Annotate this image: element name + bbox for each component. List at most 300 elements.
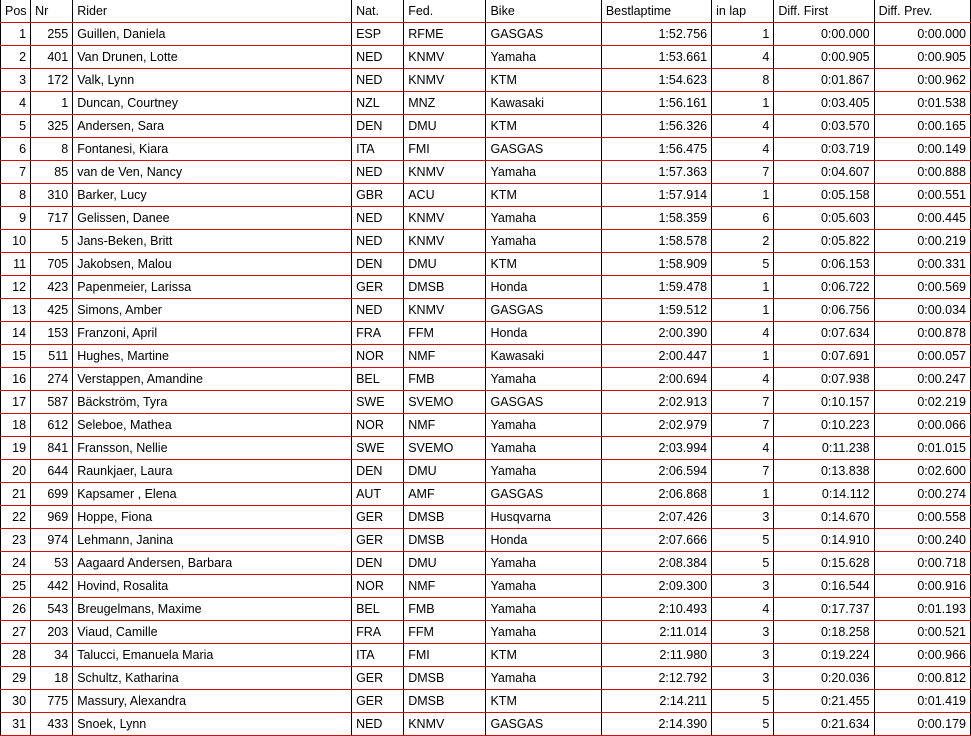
cell-lap: 7 xyxy=(712,161,774,184)
cell-nat: ITA xyxy=(352,644,404,667)
cell-first: 0:06.153 xyxy=(774,253,874,276)
cell-bike: Yamaha xyxy=(486,368,601,391)
cell-nr: 274 xyxy=(31,368,73,391)
cell-bike: GASGAS xyxy=(486,299,601,322)
cell-nr: 8 xyxy=(31,138,73,161)
cell-fed: DMSB xyxy=(404,690,486,713)
cell-nr: 511 xyxy=(31,345,73,368)
cell-lap: 4 xyxy=(712,598,774,621)
cell-best: 1:56.326 xyxy=(601,115,711,138)
cell-first: 0:10.223 xyxy=(774,414,874,437)
cell-lap: 1 xyxy=(712,184,774,207)
table-row[interactable] xyxy=(1,575,971,598)
cell-bike: Yamaha xyxy=(486,230,601,253)
cell-best: 2:02.979 xyxy=(601,414,711,437)
cell-rider: Hoppe, Fiona xyxy=(73,506,352,529)
cell-first: 0:11.238 xyxy=(774,437,874,460)
table-row[interactable] xyxy=(1,299,971,322)
cell-pos: 1 xyxy=(1,23,31,46)
table-row[interactable] xyxy=(1,621,971,644)
cell-first: 0:15.628 xyxy=(774,552,874,575)
cell-nat: GER xyxy=(352,667,404,690)
cell-pos: 8 xyxy=(1,184,31,207)
cell-rider: Van Drunen, Lotte xyxy=(73,46,352,69)
table-row[interactable] xyxy=(1,552,971,575)
cell-best: 2:11.980 xyxy=(601,644,711,667)
cell-pos: 30 xyxy=(1,690,31,713)
cell-nat: DEN xyxy=(352,115,404,138)
column-header-fed[interactable]: Fed. xyxy=(404,0,486,23)
cell-bike: KTM xyxy=(486,184,601,207)
cell-rider: Guillen, Daniela xyxy=(73,23,352,46)
cell-best: 2:00.447 xyxy=(601,345,711,368)
cell-first: 0:21.634 xyxy=(774,713,874,736)
table-row[interactable] xyxy=(1,690,971,713)
cell-prev: 0:00.966 xyxy=(874,644,970,667)
table-row[interactable] xyxy=(1,138,971,161)
cell-rider: Verstappen, Amandine xyxy=(73,368,352,391)
cell-nr: 974 xyxy=(31,529,73,552)
cell-pos: 16 xyxy=(1,368,31,391)
cell-pos: 2 xyxy=(1,46,31,69)
cell-best: 2:02.913 xyxy=(601,391,711,414)
cell-lap: 1 xyxy=(712,345,774,368)
cell-nr: 717 xyxy=(31,207,73,230)
cell-fed: KNMV xyxy=(404,207,486,230)
table-row[interactable] xyxy=(1,506,971,529)
cell-prev: 0:00.247 xyxy=(874,368,970,391)
cell-best: 1:52.756 xyxy=(601,23,711,46)
cell-pos: 25 xyxy=(1,575,31,598)
cell-bike: Yamaha xyxy=(486,437,601,460)
table-row[interactable] xyxy=(1,529,971,552)
cell-best: 2:11.014 xyxy=(601,621,711,644)
cell-prev: 0:00.569 xyxy=(874,276,970,299)
cell-best: 1:57.914 xyxy=(601,184,711,207)
cell-nr: 644 xyxy=(31,460,73,483)
cell-nat: ITA xyxy=(352,138,404,161)
cell-prev: 0:00.916 xyxy=(874,575,970,598)
cell-bike: Yamaha xyxy=(486,460,601,483)
cell-prev: 0:00.558 xyxy=(874,506,970,529)
table-row[interactable] xyxy=(1,414,971,437)
cell-first: 0:14.112 xyxy=(774,483,874,506)
cell-nr: 18 xyxy=(31,667,73,690)
cell-rider: Bäckström, Tyra xyxy=(73,391,352,414)
cell-nat: NED xyxy=(352,46,404,69)
cell-best: 2:14.390 xyxy=(601,713,711,736)
cell-best: 1:59.512 xyxy=(601,299,711,322)
cell-bike: Honda xyxy=(486,529,601,552)
cell-nr: 543 xyxy=(31,598,73,621)
cell-pos: 28 xyxy=(1,644,31,667)
cell-best: 2:03.994 xyxy=(601,437,711,460)
cell-prev: 0:01.538 xyxy=(874,92,970,115)
cell-best: 1:58.909 xyxy=(601,253,711,276)
cell-prev: 0:00.274 xyxy=(874,483,970,506)
cell-pos: 27 xyxy=(1,621,31,644)
cell-bike: Yamaha xyxy=(486,598,601,621)
cell-first: 0:18.258 xyxy=(774,621,874,644)
cell-lap: 3 xyxy=(712,667,774,690)
cell-prev: 0:01.193 xyxy=(874,598,970,621)
table-row[interactable] xyxy=(1,46,971,69)
cell-pos: 19 xyxy=(1,437,31,460)
cell-bike: Yamaha xyxy=(486,46,601,69)
table-header xyxy=(1,0,971,23)
cell-fed: FFM xyxy=(404,322,486,345)
cell-fed: FMI xyxy=(404,138,486,161)
cell-best: 1:56.475 xyxy=(601,138,711,161)
cell-nr: 969 xyxy=(31,506,73,529)
column-header-nr[interactable]: Nr xyxy=(31,0,73,23)
cell-fed: KNMV xyxy=(404,299,486,322)
cell-nat: NZL xyxy=(352,92,404,115)
cell-first: 0:20.036 xyxy=(774,667,874,690)
cell-fed: FMB xyxy=(404,368,486,391)
cell-fed: AMF xyxy=(404,483,486,506)
table-row[interactable] xyxy=(1,207,971,230)
cell-lap: 3 xyxy=(712,575,774,598)
cell-best: 1:53.661 xyxy=(601,46,711,69)
cell-lap: 3 xyxy=(712,506,774,529)
cell-fed: KNMV xyxy=(404,69,486,92)
cell-bike: GASGAS xyxy=(486,138,601,161)
column-header-diff-prev[interactable]: Diff. Prev. xyxy=(874,0,970,23)
cell-rider: Jakobsen, Malou xyxy=(73,253,352,276)
cell-nr: 587 xyxy=(31,391,73,414)
table-row[interactable] xyxy=(1,437,971,460)
cell-first: 0:14.910 xyxy=(774,529,874,552)
column-header-in-lap[interactable]: in lap xyxy=(712,0,774,23)
cell-pos: 11 xyxy=(1,253,31,276)
cell-bike: KTM xyxy=(486,253,601,276)
cell-rider: Fontanesi, Kiara xyxy=(73,138,352,161)
cell-best: 2:10.493 xyxy=(601,598,711,621)
cell-first: 0:07.634 xyxy=(774,322,874,345)
cell-lap: 5 xyxy=(712,529,774,552)
cell-lap: 1 xyxy=(712,276,774,299)
cell-fed: RFME xyxy=(404,23,486,46)
cell-nr: 423 xyxy=(31,276,73,299)
cell-prev: 0:00.905 xyxy=(874,46,970,69)
cell-prev: 0:00.888 xyxy=(874,161,970,184)
cell-prev: 0:02.219 xyxy=(874,391,970,414)
cell-best: 2:06.868 xyxy=(601,483,711,506)
cell-lap: 3 xyxy=(712,621,774,644)
cell-nr: 433 xyxy=(31,713,73,736)
table-row[interactable] xyxy=(1,253,971,276)
cell-first: 0:04.607 xyxy=(774,161,874,184)
cell-lap: 5 xyxy=(712,713,774,736)
cell-nr: 153 xyxy=(31,322,73,345)
cell-nr: 775 xyxy=(31,690,73,713)
cell-best: 1:59.478 xyxy=(601,276,711,299)
cell-rider: Massury, Alexandra xyxy=(73,690,352,713)
cell-pos: 17 xyxy=(1,391,31,414)
cell-nat: FRA xyxy=(352,621,404,644)
cell-best: 1:54.623 xyxy=(601,69,711,92)
cell-rider: Valk, Lynn xyxy=(73,69,352,92)
cell-pos: 31 xyxy=(1,713,31,736)
cell-rider: Viaud, Camille xyxy=(73,621,352,644)
cell-nat: NOR xyxy=(352,414,404,437)
cell-rider: Andersen, Sara xyxy=(73,115,352,138)
cell-rider: Barker, Lucy xyxy=(73,184,352,207)
cell-nat: GER xyxy=(352,506,404,529)
cell-bike: KTM xyxy=(486,69,601,92)
table-row[interactable] xyxy=(1,184,971,207)
cell-pos: 6 xyxy=(1,138,31,161)
cell-bike: GASGAS xyxy=(486,23,601,46)
cell-lap: 3 xyxy=(712,644,774,667)
cell-lap: 4 xyxy=(712,322,774,345)
cell-bike: Yamaha xyxy=(486,667,601,690)
header-row xyxy=(1,0,971,23)
cell-prev: 0:00.066 xyxy=(874,414,970,437)
cell-rider: Seleboe, Mathea xyxy=(73,414,352,437)
cell-rider: Jans-Beken, Britt xyxy=(73,230,352,253)
cell-nr: 53 xyxy=(31,552,73,575)
cell-lap: 2 xyxy=(712,230,774,253)
cell-nat: DEN xyxy=(352,460,404,483)
cell-bike: GASGAS xyxy=(486,713,601,736)
cell-prev: 0:00.551 xyxy=(874,184,970,207)
table-row[interactable] xyxy=(1,713,971,736)
table-row[interactable] xyxy=(1,92,971,115)
cell-bike: KTM xyxy=(486,115,601,138)
cell-lap: 5 xyxy=(712,253,774,276)
column-header-pos[interactable]: Pos xyxy=(1,0,31,23)
column-header-diff-first[interactable]: Diff. First xyxy=(774,0,874,23)
cell-lap: 4 xyxy=(712,46,774,69)
cell-nat: NOR xyxy=(352,345,404,368)
cell-lap: 4 xyxy=(712,138,774,161)
cell-first: 0:19.224 xyxy=(774,644,874,667)
table-row[interactable] xyxy=(1,230,971,253)
cell-rider: Raunkjaer, Laura xyxy=(73,460,352,483)
cell-bike: Husqvarna xyxy=(486,506,601,529)
cell-fed: DMSB xyxy=(404,529,486,552)
cell-lap: 1 xyxy=(712,299,774,322)
cell-fed: KNMV xyxy=(404,161,486,184)
cell-prev: 0:00.812 xyxy=(874,667,970,690)
cell-lap: 7 xyxy=(712,391,774,414)
cell-rider: Simons, Amber xyxy=(73,299,352,322)
cell-bike: Yamaha xyxy=(486,552,601,575)
cell-fed: DMU xyxy=(404,253,486,276)
table-row[interactable] xyxy=(1,644,971,667)
cell-rider: van de Ven, Nancy xyxy=(73,161,352,184)
cell-prev: 0:00.521 xyxy=(874,621,970,644)
table-row[interactable] xyxy=(1,598,971,621)
table-row[interactable] xyxy=(1,460,971,483)
cell-nr: 841 xyxy=(31,437,73,460)
cell-fed: KNMV xyxy=(404,46,486,69)
cell-first: 0:05.603 xyxy=(774,207,874,230)
cell-nat: NED xyxy=(352,69,404,92)
cell-pos: 21 xyxy=(1,483,31,506)
cell-nr: 172 xyxy=(31,69,73,92)
cell-nat: GER xyxy=(352,276,404,299)
cell-bike: Honda xyxy=(486,276,601,299)
cell-nr: 85 xyxy=(31,161,73,184)
cell-prev: 0:00.878 xyxy=(874,322,970,345)
cell-fed: NMF xyxy=(404,345,486,368)
cell-best: 1:58.359 xyxy=(601,207,711,230)
cell-rider: Snoek, Lynn xyxy=(73,713,352,736)
cell-rider: Duncan, Courtney xyxy=(73,92,352,115)
cell-nr: 612 xyxy=(31,414,73,437)
cell-fed: DMSB xyxy=(404,667,486,690)
cell-rider: Aagaard Andersen, Barbara xyxy=(73,552,352,575)
cell-nr: 5 xyxy=(31,230,73,253)
cell-nr: 699 xyxy=(31,483,73,506)
column-header-rider[interactable]: Rider xyxy=(73,0,352,23)
cell-pos: 23 xyxy=(1,529,31,552)
table-row[interactable] xyxy=(1,161,971,184)
cell-first: 0:06.756 xyxy=(774,299,874,322)
cell-pos: 24 xyxy=(1,552,31,575)
cell-rider: Franzoni, April xyxy=(73,322,352,345)
cell-pos: 29 xyxy=(1,667,31,690)
cell-nat: NED xyxy=(352,207,404,230)
cell-first: 0:07.938 xyxy=(774,368,874,391)
cell-rider: Kapsamer , Elena xyxy=(73,483,352,506)
cell-nat: GER xyxy=(352,690,404,713)
cell-rider: Hughes, Martine xyxy=(73,345,352,368)
cell-best: 2:06.594 xyxy=(601,460,711,483)
cell-prev: 0:02.600 xyxy=(874,460,970,483)
column-header-nat[interactable]: Nat. xyxy=(352,0,404,23)
column-header-bestlaptime[interactable]: Bestlaptime xyxy=(601,0,711,23)
cell-pos: 20 xyxy=(1,460,31,483)
cell-best: 2:12.792 xyxy=(601,667,711,690)
cell-pos: 7 xyxy=(1,161,31,184)
cell-prev: 0:00.240 xyxy=(874,529,970,552)
cell-first: 0:03.405 xyxy=(774,92,874,115)
cell-nr: 310 xyxy=(31,184,73,207)
cell-pos: 22 xyxy=(1,506,31,529)
cell-pos: 3 xyxy=(1,69,31,92)
cell-bike: KTM xyxy=(486,690,601,713)
cell-prev: 0:00.034 xyxy=(874,299,970,322)
cell-bike: Kawasaki xyxy=(486,92,601,115)
table-row[interactable] xyxy=(1,483,971,506)
cell-nat: GBR xyxy=(352,184,404,207)
cell-lap: 5 xyxy=(712,690,774,713)
cell-best: 1:56.161 xyxy=(601,92,711,115)
cell-nat: BEL xyxy=(352,368,404,391)
cell-fed: DMU xyxy=(404,115,486,138)
cell-bike: Yamaha xyxy=(486,161,601,184)
cell-fed: FFM xyxy=(404,621,486,644)
cell-best: 2:00.390 xyxy=(601,322,711,345)
cell-fed: NMF xyxy=(404,414,486,437)
cell-lap: 4 xyxy=(712,437,774,460)
table-row[interactable] xyxy=(1,322,971,345)
cell-prev: 0:00.179 xyxy=(874,713,970,736)
table-row[interactable] xyxy=(1,667,971,690)
cell-lap: 7 xyxy=(712,414,774,437)
cell-nat: DEN xyxy=(352,253,404,276)
table-row[interactable] xyxy=(1,276,971,299)
cell-prev: 0:01.015 xyxy=(874,437,970,460)
cell-first: 0:05.822 xyxy=(774,230,874,253)
cell-first: 0:14.670 xyxy=(774,506,874,529)
cell-nr: 325 xyxy=(31,115,73,138)
table-row[interactable] xyxy=(1,23,971,46)
cell-fed: KNMV xyxy=(404,230,486,253)
cell-nat: NED xyxy=(352,299,404,322)
table-row[interactable] xyxy=(1,345,971,368)
table-row[interactable] xyxy=(1,69,971,92)
cell-bike: GASGAS xyxy=(486,391,601,414)
cell-prev: 0:00.718 xyxy=(874,552,970,575)
cell-lap: 7 xyxy=(712,460,774,483)
cell-best: 2:07.426 xyxy=(601,506,711,529)
cell-prev: 0:00.962 xyxy=(874,69,970,92)
cell-lap: 1 xyxy=(712,23,774,46)
cell-nat: BEL xyxy=(352,598,404,621)
cell-rider: Gelissen, Danee xyxy=(73,207,352,230)
cell-rider: Papenmeier, Larissa xyxy=(73,276,352,299)
cell-bike: Yamaha xyxy=(486,207,601,230)
cell-nat: NED xyxy=(352,230,404,253)
cell-first: 0:01.867 xyxy=(774,69,874,92)
cell-pos: 12 xyxy=(1,276,31,299)
table-row[interactable] xyxy=(1,368,971,391)
cell-fed: ACU xyxy=(404,184,486,207)
column-header-bike[interactable]: Bike xyxy=(486,0,601,23)
table-row[interactable] xyxy=(1,391,971,414)
cell-prev: 0:00.219 xyxy=(874,230,970,253)
cell-lap: 4 xyxy=(712,115,774,138)
cell-fed: DMU xyxy=(404,460,486,483)
cell-fed: SVEMO xyxy=(404,391,486,414)
cell-best: 1:58.578 xyxy=(601,230,711,253)
cell-rider: Talucci, Emanuela Maria xyxy=(73,644,352,667)
cell-rider: Hovind, Rosalita xyxy=(73,575,352,598)
cell-fed: DMU xyxy=(404,552,486,575)
cell-first: 0:17.737 xyxy=(774,598,874,621)
cell-bike: Yamaha xyxy=(486,575,601,598)
cell-best: 2:09.300 xyxy=(601,575,711,598)
cell-bike: Kawasaki xyxy=(486,345,601,368)
cell-first: 0:16.544 xyxy=(774,575,874,598)
cell-fed: FMI xyxy=(404,644,486,667)
cell-nat: FRA xyxy=(352,322,404,345)
cell-bike: KTM xyxy=(486,644,601,667)
cell-lap: 4 xyxy=(712,368,774,391)
cell-fed: FMB xyxy=(404,598,486,621)
cell-nr: 255 xyxy=(31,23,73,46)
cell-first: 0:13.838 xyxy=(774,460,874,483)
cell-nr: 425 xyxy=(31,299,73,322)
cell-lap: 5 xyxy=(712,552,774,575)
cell-best: 2:14.211 xyxy=(601,690,711,713)
cell-nat: AUT xyxy=(352,483,404,506)
cell-pos: 13 xyxy=(1,299,31,322)
cell-nat: DEN xyxy=(352,552,404,575)
cell-nat: NED xyxy=(352,713,404,736)
cell-nat: ESP xyxy=(352,23,404,46)
table-row[interactable] xyxy=(1,115,971,138)
cell-first: 0:10.157 xyxy=(774,391,874,414)
cell-fed: MNZ xyxy=(404,92,486,115)
cell-nr: 34 xyxy=(31,644,73,667)
cell-rider: Fransson, Nellie xyxy=(73,437,352,460)
